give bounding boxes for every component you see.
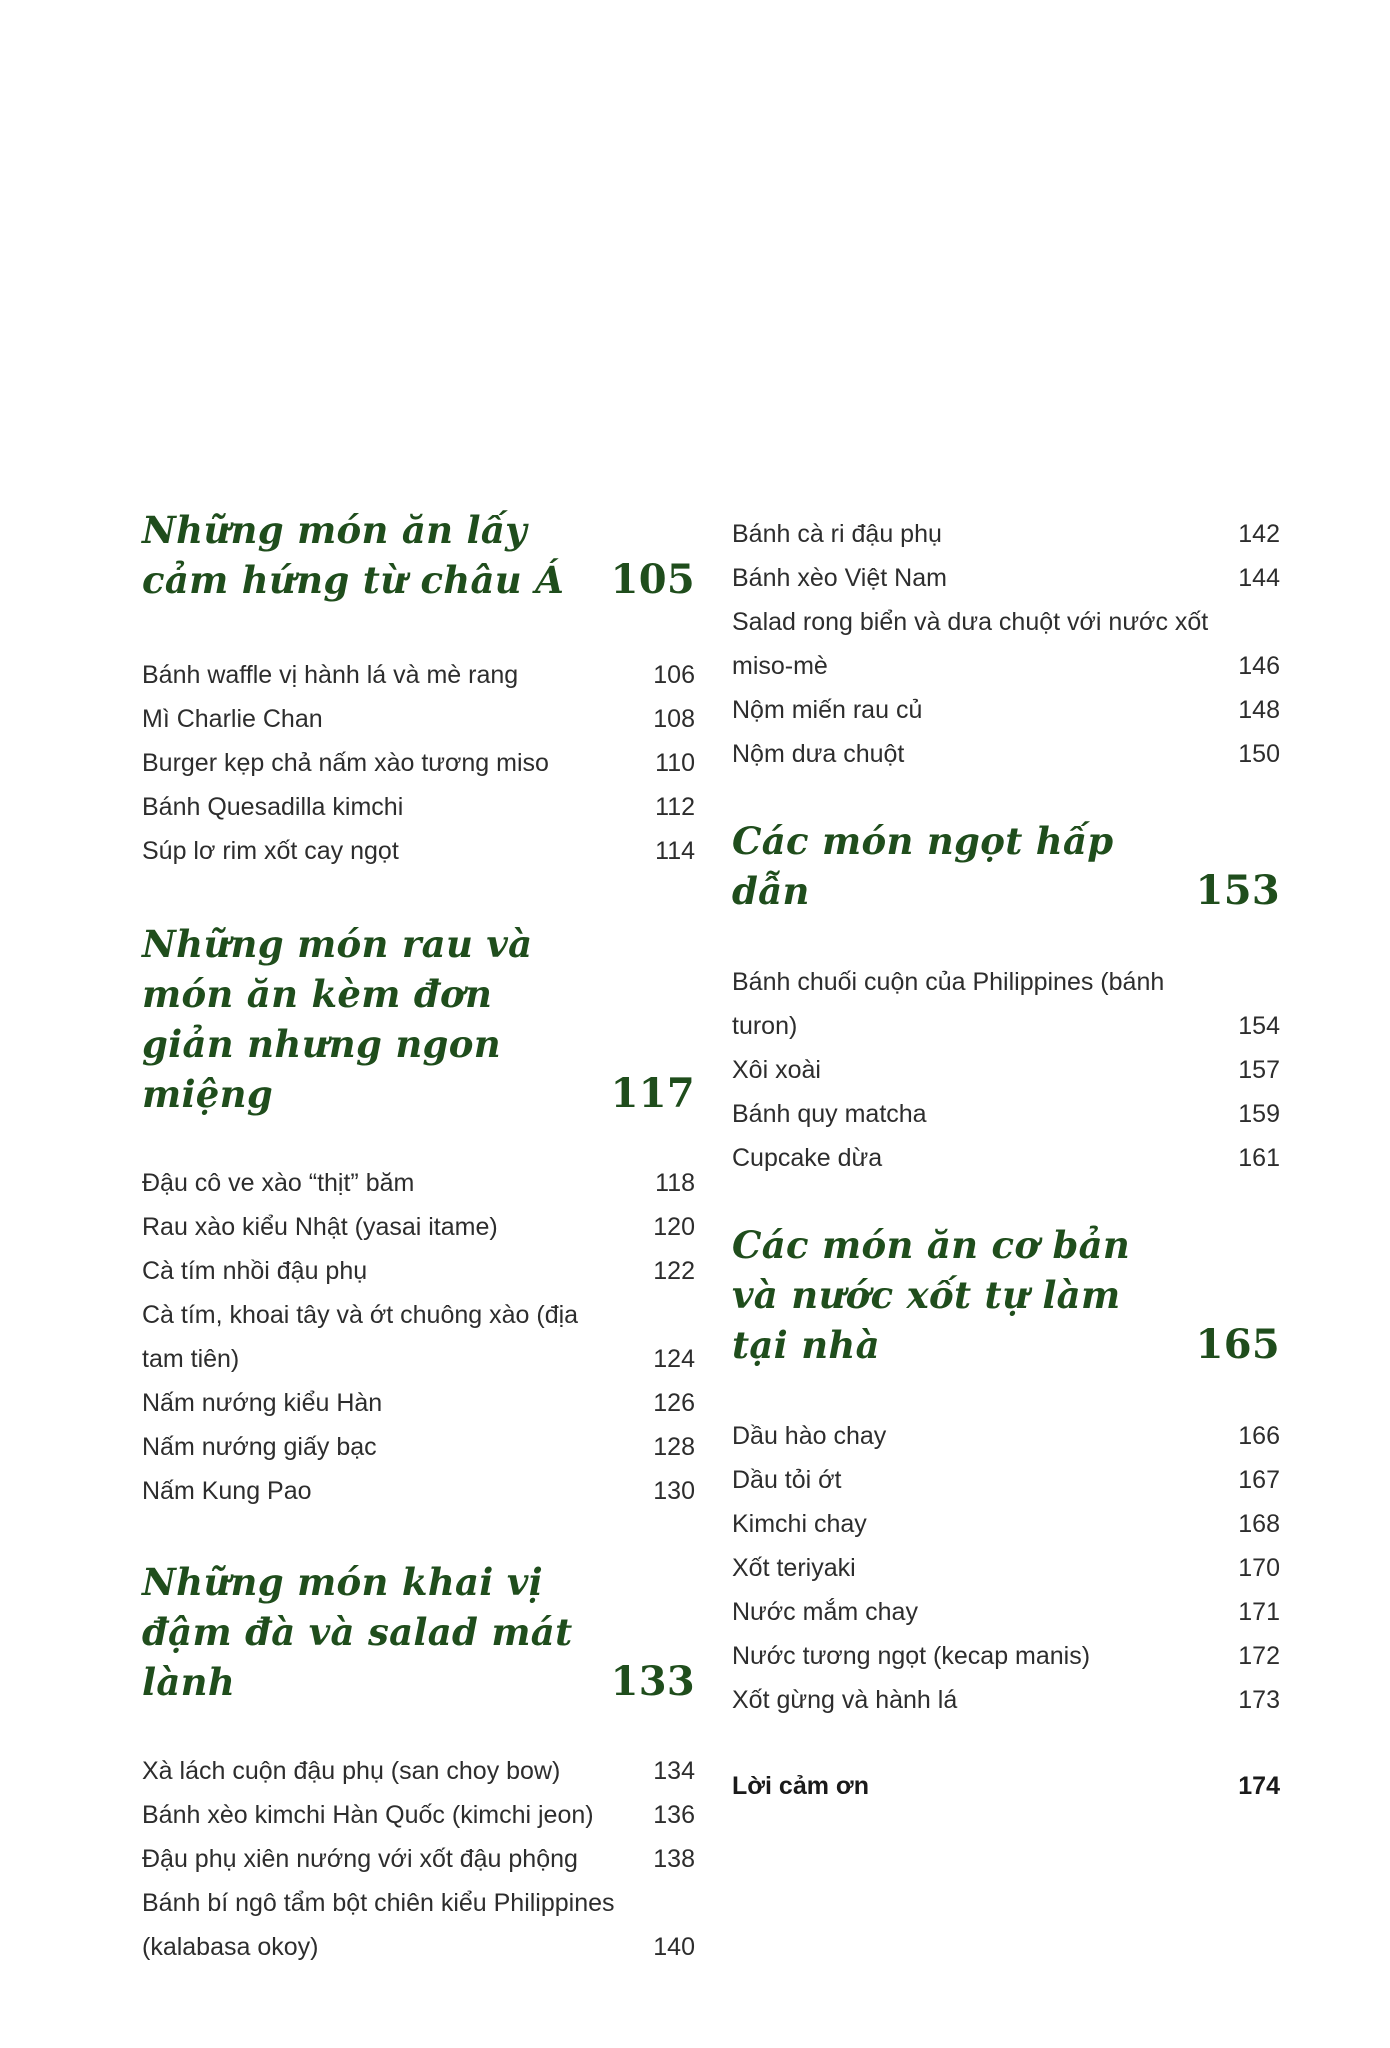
section-title-text: Những món khai vị đậm đà và salad mát lành: [142, 1560, 573, 1704]
section-page-number: 165: [1195, 1321, 1280, 1368]
entry-page: 154: [1238, 1012, 1280, 1040]
entry-page: 128: [653, 1433, 695, 1461]
entry-label: Đậu phụ xiên nướng với xốt đậu phộng: [142, 1845, 578, 1873]
section-page-number: 133: [610, 1658, 695, 1705]
entry-page: 144: [1238, 564, 1280, 592]
entry-page: 170: [1238, 1554, 1280, 1582]
section-page-number: 153: [1195, 867, 1280, 914]
entry-page: 138: [653, 1845, 695, 1873]
entry-label: Xốt teriyaki: [732, 1554, 856, 1582]
entry-list: [732, 960, 1280, 1180]
toc-entry[interactable]: [732, 1048, 1280, 1092]
toc-entry[interactable]: [732, 1546, 1280, 1590]
entry-page: 110: [655, 749, 695, 777]
entry-page: 171: [1238, 1598, 1280, 1626]
section-title-text: Những món ăn lấy cảm hứng từ châu Á: [142, 508, 565, 602]
entry-page: 157: [1238, 1056, 1280, 1084]
entry-label: Nấm Kung Pao: [142, 1477, 312, 1505]
entry-label: Bánh chuối cuộn của Philippines (bánh turon): [732, 968, 1165, 1040]
entry-page: 112: [655, 793, 695, 821]
entry-label: Nước mắm chay: [732, 1598, 918, 1626]
toc-entry[interactable]: [142, 1881, 695, 1969]
toc-entry[interactable]: [732, 1458, 1280, 1502]
toc-entry[interactable]: [142, 1381, 695, 1425]
entry-label: Nộm miến rau củ: [732, 696, 923, 724]
toc-entry[interactable]: [142, 1205, 695, 1249]
entry-label: Lời cảm ơn: [732, 1772, 869, 1800]
entry-page: 106: [653, 661, 695, 689]
section-title-desserts[interactable]: [732, 816, 1280, 916]
entry-label: Nước tương ngọt (kecap manis): [732, 1642, 1091, 1670]
entry-page: 166: [1238, 1422, 1280, 1450]
toc-entry[interactable]: [142, 1293, 695, 1381]
entry-label: Salad rong biển và dưa chuột với nước xốt miso-mè: [732, 608, 1209, 680]
entry-label: Cupcake dừa: [732, 1144, 883, 1172]
section-title-text: Những món rau và món ăn kèm đơn giản nhưng ngon miệng: [142, 922, 533, 1116]
section-title-text: Các món ăn cơ bản và nước xốt tự làm tại nhà: [732, 1223, 1131, 1367]
entry-label: Mì Charlie Chan: [142, 705, 323, 733]
entry-page: 167: [1238, 1466, 1280, 1494]
entry-page: 161: [1238, 1144, 1280, 1172]
entry-label: Burger kẹp chả nấm xào tương miso: [142, 749, 549, 777]
entry-list: [732, 1764, 1280, 1808]
section-title-vegetables[interactable]: [142, 919, 695, 1119]
entry-page: 168: [1238, 1510, 1280, 1538]
entry-label: Súp lơ rim xốt cay ngọt: [142, 837, 399, 865]
toc-entry[interactable]: [732, 600, 1280, 688]
entry-label: Kimchi chay: [732, 1510, 867, 1538]
toc-entry[interactable]: [732, 688, 1280, 732]
section-title-asian[interactable]: [142, 505, 695, 605]
entry-page: 150: [1238, 740, 1280, 768]
section-page-number: 117: [610, 1070, 695, 1117]
entry-list: [142, 653, 695, 873]
entry-label: Bánh xèo Việt Nam: [732, 564, 947, 592]
toc-entry[interactable]: [142, 1425, 695, 1469]
toc-entry[interactable]: [732, 960, 1280, 1048]
entry-page: 142: [1238, 520, 1280, 548]
entry-page: 172: [1238, 1642, 1280, 1670]
entry-page: 174: [1238, 1772, 1280, 1800]
toc-entry[interactable]: [732, 1136, 1280, 1180]
toc-entry[interactable]: [142, 829, 695, 873]
toc-entry[interactable]: [732, 1678, 1280, 1722]
entry-label: Bánh bí ngô tẩm bột chiên kiểu Philippines (kalabasa okoy): [142, 1889, 615, 1961]
entry-page: 148: [1238, 696, 1280, 724]
section-title-basics[interactable]: [732, 1220, 1280, 1370]
entry-label: Cà tím nhồi đậu phụ: [142, 1257, 368, 1285]
entry-page: 122: [653, 1257, 695, 1285]
entry-label: Dầu hào chay: [732, 1422, 887, 1450]
entry-list: [732, 512, 1280, 776]
toc-entry[interactable]: [142, 653, 695, 697]
toc-entry[interactable]: [142, 1749, 695, 1793]
section-title-text: Các món ngọt hấp dẫn: [732, 819, 1114, 913]
entry-page: 118: [655, 1169, 695, 1197]
toc-entry[interactable]: [142, 1161, 695, 1205]
toc-entry[interactable]: [142, 1469, 695, 1513]
entry-page: 124: [653, 1345, 695, 1373]
entry-list: [142, 1749, 695, 1969]
entry-page: 120: [653, 1213, 695, 1241]
toc-entry[interactable]: [732, 732, 1280, 776]
toc-entry[interactable]: [732, 1590, 1280, 1634]
entry-label: Bánh quy matcha: [732, 1100, 927, 1128]
entry-label: Bánh waffle vị hành lá và mè rang: [142, 661, 519, 689]
entry-label: Bánh Quesadilla kimchi: [142, 793, 404, 821]
entry-label: Đậu cô ve xào “thịt” băm: [142, 1169, 415, 1197]
toc-entry[interactable]: [142, 1837, 695, 1881]
entry-list: [142, 1161, 695, 1513]
toc-entry[interactable]: [142, 1793, 695, 1837]
entry-page: 114: [655, 837, 695, 865]
entry-label: Xốt gừng và hành lá: [732, 1686, 958, 1714]
toc-entry[interactable]: [732, 1502, 1280, 1546]
entry-page: 126: [653, 1389, 695, 1417]
entry-label: Dầu tỏi ớt: [732, 1466, 842, 1494]
toc-entry[interactable]: [142, 1249, 695, 1293]
entry-label: Xà lách cuộn đậu phụ (san choy bow): [142, 1757, 561, 1785]
entry-page: 140: [653, 1933, 695, 1961]
entry-page: 173: [1238, 1686, 1280, 1714]
toc-entry[interactable]: [732, 556, 1280, 600]
entry-page: 136: [653, 1801, 695, 1829]
toc-right-column: [732, 512, 1280, 1808]
entry-page: 134: [653, 1757, 695, 1785]
entry-label: Xôi xoài: [732, 1056, 821, 1084]
entry-page: 108: [653, 705, 695, 733]
toc-entry-acknowledgement[interactable]: [732, 1764, 1280, 1808]
entry-list: [732, 1414, 1280, 1722]
section-title-appetizers[interactable]: [142, 1557, 695, 1707]
entry-label: Rau xào kiểu Nhật (yasai itame): [142, 1213, 498, 1241]
entry-label: Nấm nướng giấy bạc: [142, 1433, 377, 1461]
entry-label: Bánh cà ri đậu phụ: [732, 520, 942, 548]
toc-entry[interactable]: [732, 1414, 1280, 1458]
entry-page: 159: [1238, 1100, 1280, 1128]
entry-label: Bánh xèo kimchi Hàn Quốc (kimchi jeon): [142, 1801, 594, 1829]
toc-entry[interactable]: [142, 697, 695, 741]
entry-label: Nộm dưa chuột: [732, 740, 905, 768]
entry-label: Nấm nướng kiểu Hàn: [142, 1389, 383, 1417]
toc-entry[interactable]: [142, 741, 695, 785]
toc-entry[interactable]: [142, 785, 695, 829]
toc-entry[interactable]: [732, 512, 1280, 556]
toc-entry[interactable]: [732, 1092, 1280, 1136]
toc-entry[interactable]: [732, 1634, 1280, 1678]
entry-page: 130: [653, 1477, 695, 1505]
entry-page: 146: [1238, 652, 1280, 680]
entry-label: Cà tím, khoai tây và ớt chuông xào (địa tam tiên): [142, 1301, 579, 1373]
toc-left-column: [142, 505, 695, 1969]
section-page-number: 105: [610, 556, 695, 603]
